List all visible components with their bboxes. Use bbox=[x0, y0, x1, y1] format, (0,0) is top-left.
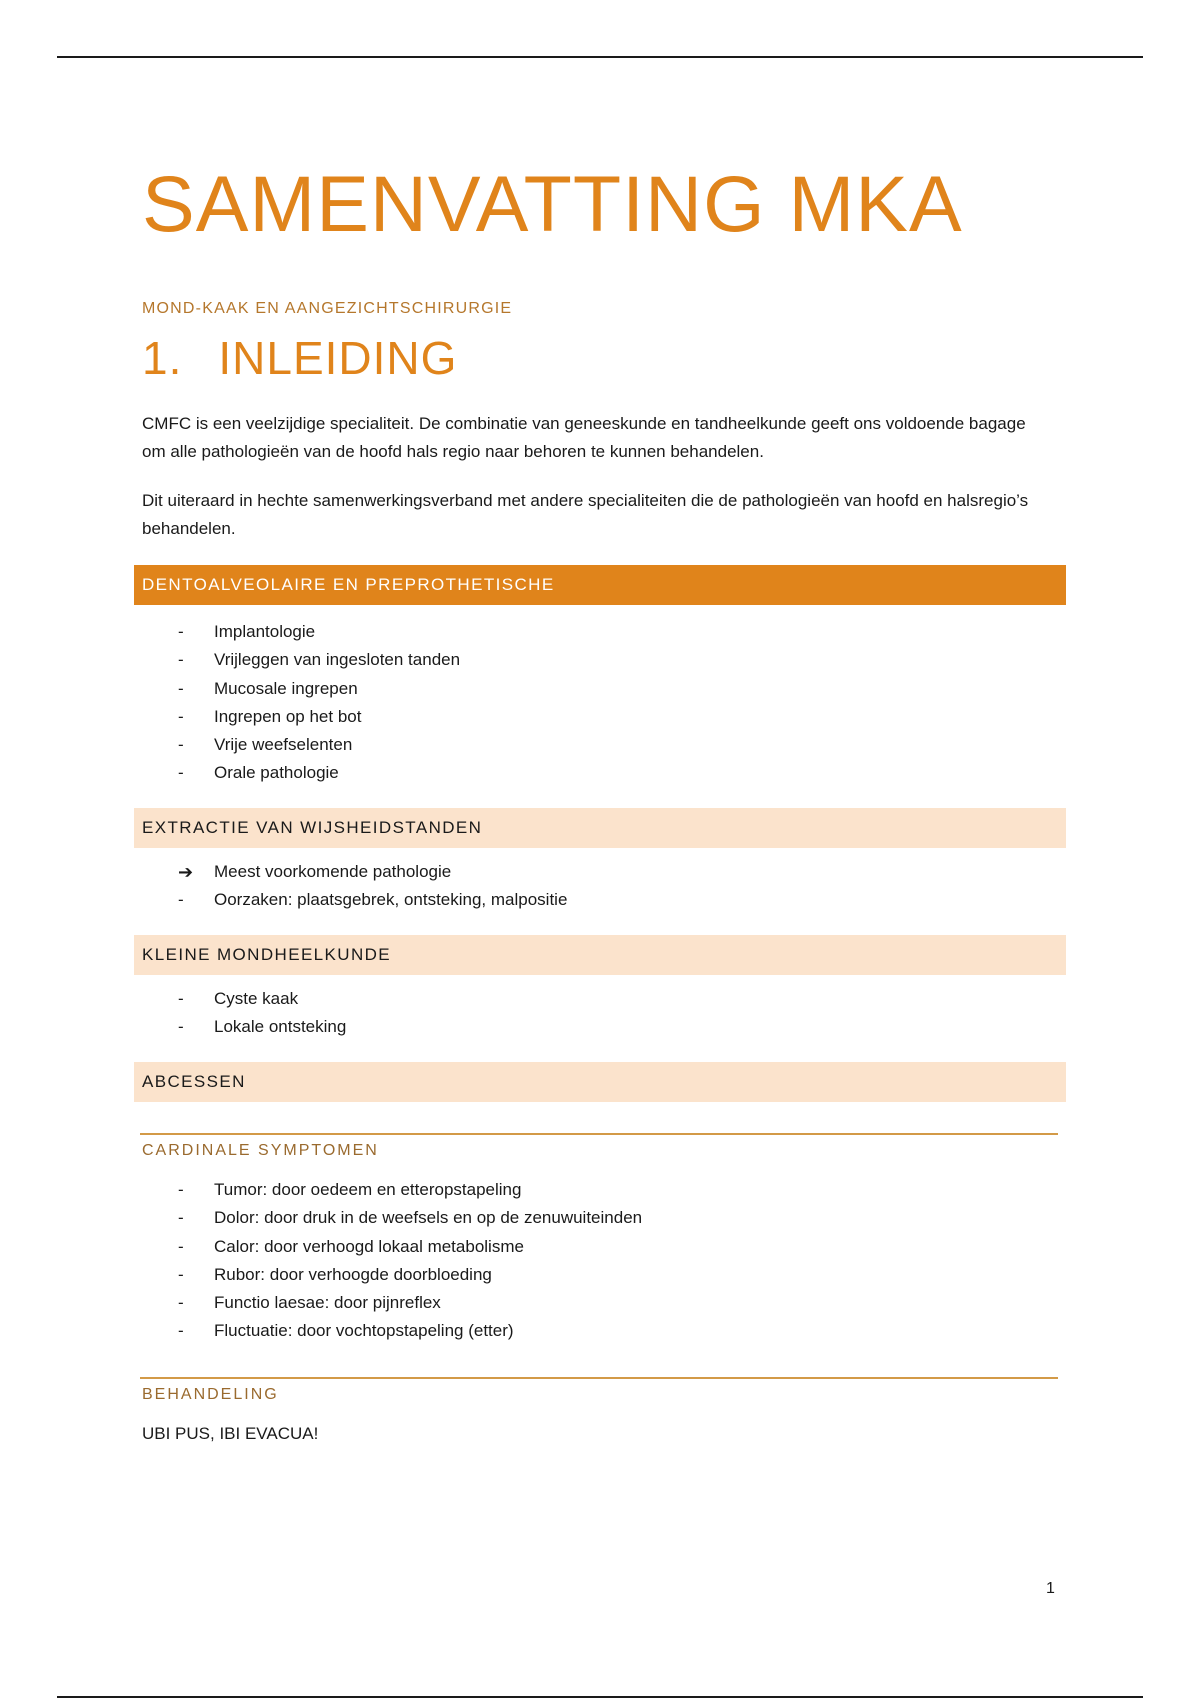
page-bottom-rule bbox=[57, 1696, 1143, 1698]
chapter-heading bbox=[142, 330, 457, 386]
chapter-title: INLEIDING bbox=[218, 332, 458, 384]
list-item-text: Ingrepen op het bot bbox=[214, 706, 362, 726]
subheading-rule bbox=[140, 1133, 1058, 1135]
subheading-cardinale-symptomen: CARDINALE SYMPTOMEN bbox=[142, 1142, 379, 1159]
list-item bbox=[178, 1204, 642, 1232]
dash-bullet: - bbox=[178, 622, 184, 641]
list-item-text: Orale pathologie bbox=[214, 763, 339, 783]
list-item-text: Lokale ontsteking bbox=[214, 1017, 347, 1037]
chapter-number: 1. bbox=[142, 332, 183, 384]
dash-bullet: - bbox=[178, 1321, 184, 1341]
list-item bbox=[178, 1176, 642, 1204]
list-item-text: Implantologie bbox=[214, 622, 316, 641]
dash-bullet: - bbox=[178, 706, 184, 726]
page-number: 1 bbox=[1046, 1580, 1055, 1597]
list-item-text: Meest voorkomende pathologie bbox=[214, 862, 452, 881]
list-item bbox=[178, 675, 460, 703]
kleine-mondheelkunde-list bbox=[178, 985, 346, 1042]
section-heading-kleine-mondheelkunde: KLEINE MONDHEELKUNDE bbox=[134, 935, 1066, 975]
list-item-text: Vrije weefselenten bbox=[214, 735, 353, 755]
dash-bullet: - bbox=[178, 1236, 184, 1256]
subheading-behandeling: BEHANDELING bbox=[142, 1386, 279, 1403]
dash-bullet: - bbox=[178, 735, 184, 755]
dentoalveolaire-list bbox=[178, 618, 460, 788]
list-item-text: Vrijleggen van ingesloten tanden bbox=[214, 650, 461, 670]
section-heading-abcessen: ABCESSEN bbox=[134, 1062, 1066, 1102]
list-item bbox=[178, 1317, 642, 1345]
list-item bbox=[178, 646, 460, 674]
list-item-text: Cyste kaak bbox=[214, 989, 299, 1008]
dash-bullet: - bbox=[178, 890, 184, 910]
dash-bullet: - bbox=[178, 763, 184, 783]
section-heading-dentoalveolaire: DENTOALVEOLAIRE EN PREPROTHETISCHE bbox=[134, 565, 1066, 605]
list-item bbox=[178, 858, 567, 886]
list-item bbox=[178, 1289, 642, 1317]
dash-bullet: - bbox=[178, 1264, 184, 1284]
list-item-text: Dolor: door druk in de weefsels en op de zenuwuiteinden bbox=[214, 1208, 643, 1228]
cardinale-symptomen-list bbox=[178, 1176, 642, 1346]
dash-bullet: - bbox=[178, 1293, 184, 1313]
list-item-text: Tumor: door oedeem en etteropstapeling bbox=[214, 1180, 522, 1199]
extractie-list bbox=[178, 858, 567, 915]
list-item-text: Rubor: door verhoogde doorbloeding bbox=[214, 1264, 492, 1284]
section-heading-extractie: EXTRACTIE VAN WIJSHEIDSTANDEN bbox=[134, 808, 1066, 848]
list-item-text: Calor: door verhoogd lokaal metabolisme bbox=[214, 1236, 524, 1256]
behandeling-text: UBI PUS, IBI EVACUA! bbox=[142, 1424, 319, 1443]
dash-bullet: - bbox=[178, 678, 184, 698]
list-item-text: Functio laesae: door pijnreflex bbox=[214, 1293, 441, 1313]
list-item-text: Mucosale ingrepen bbox=[214, 678, 358, 698]
list-item bbox=[178, 1013, 346, 1041]
list-item bbox=[178, 1233, 642, 1261]
subheading-rule bbox=[140, 1377, 1058, 1379]
intro-paragraph: CMFC is een veelzijdige specialiteit. De combinatie van geneeskunde en tandheelkunde geeft ons voldoende bagage om alle pathologieën van de hoofd hals regio naar behoren te kunnen behandelen. bbox=[142, 414, 1026, 461]
list-item bbox=[178, 618, 460, 646]
dash-bullet: - bbox=[178, 1180, 184, 1199]
dash-bullet: - bbox=[178, 989, 184, 1008]
list-item bbox=[178, 703, 460, 731]
document-subtitle: MOND-KAAK EN AANGEZICHTSCHIRURGIE bbox=[142, 300, 513, 317]
list-item-text: Oorzaken: plaatsgebrek, ontsteking, malpositie bbox=[214, 890, 568, 910]
list-item bbox=[178, 1261, 642, 1289]
document-title: SAMENVATTING MKA bbox=[142, 159, 963, 248]
dash-bullet: - bbox=[178, 1208, 184, 1228]
page-top-rule bbox=[57, 56, 1143, 58]
list-item bbox=[178, 985, 346, 1013]
list-item-text: Fluctuatie: door vochtopstapeling (etter) bbox=[214, 1321, 514, 1341]
list-item bbox=[178, 886, 567, 914]
list-item bbox=[178, 759, 460, 787]
arrow-bullet-icon: ➔ bbox=[178, 862, 194, 882]
intro-paragraph: Dit uiteraard in hechte samenwerkingsverband met andere specialiteiten die de pathologieën van hoofd en halsregio’s behandelen. bbox=[142, 491, 1029, 538]
dash-bullet: - bbox=[178, 650, 184, 670]
list-item bbox=[178, 731, 460, 759]
dash-bullet: - bbox=[178, 1017, 184, 1037]
